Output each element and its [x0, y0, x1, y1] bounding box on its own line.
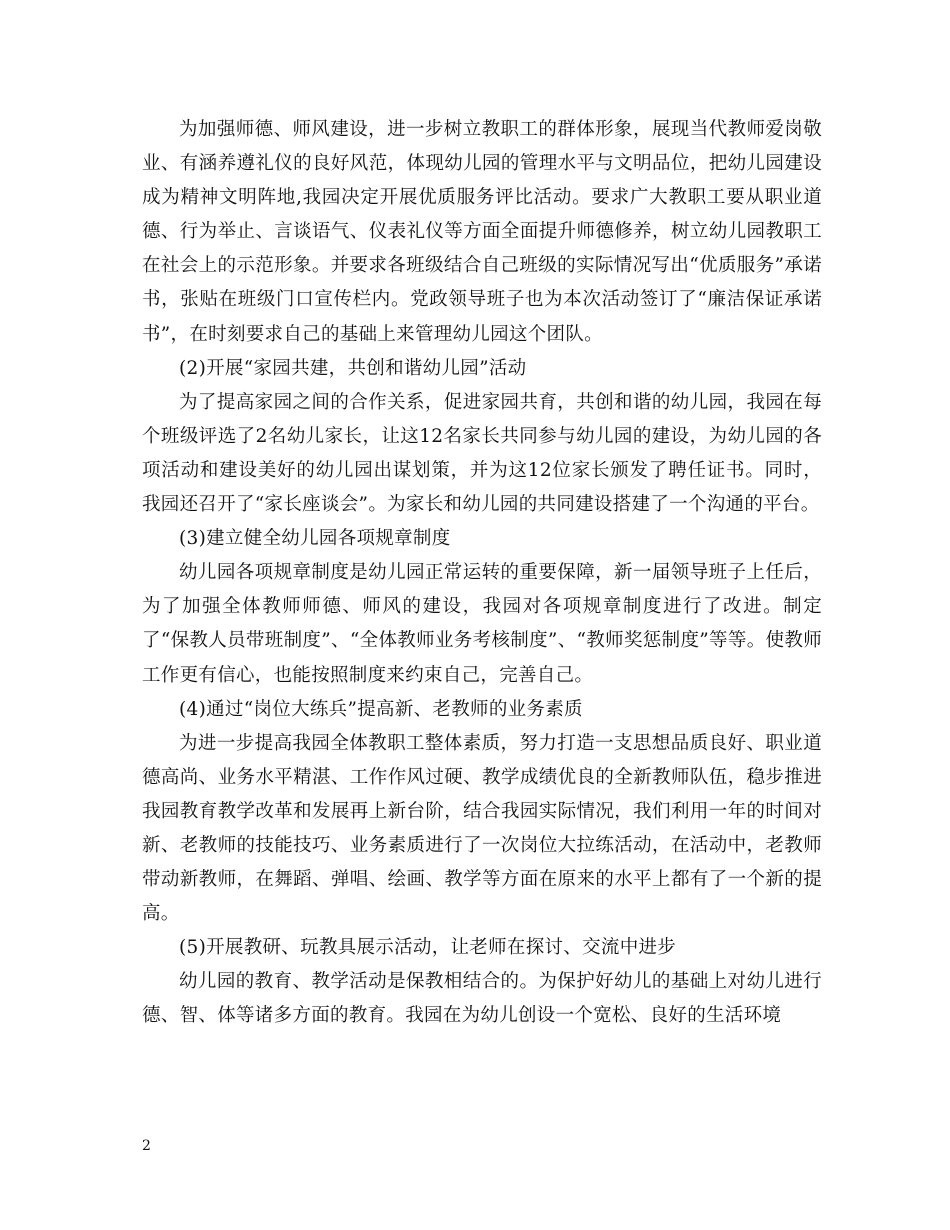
paragraph-teaching: 幼儿园的教育、教学活动是保教相结合的。为保护好幼儿的基础上对幼儿进行德、智、体等诸多方面的教育。我园在为幼儿创设一个宽松、良好的生活环境 [142, 971, 822, 1027]
section-heading-5: (5)开展教研、玩教具展示活动，让老师在探讨、交流中进步 [179, 937, 677, 959]
document-body [142, 113, 822, 1034]
paragraph-regulations: 幼儿园各项规章制度是幼儿园正常运转的重要保障，新一届领导班子上任后，为了加强全体教师师德、师风的建设，我园对各项规章制度进行了改进。制定了“保教人员带班制度”、“全体教师业务考核制度”、“教师奖惩制度”等等。使教师工作更有信心，也能按照制度来约束自己，完善自己。 [142, 562, 822, 686]
paragraph-training: 为进一步提高我园全体教职工整体素质，努力打造一支思想品质良好、职业道德高尚、业务水平精湛、工作作风过硬、教学成绩优良的全新教师队伍，稳步推进我园教育教学改革和发展再上新台阶，结合我园实际情况，我们利用一年的时间对新、老教师的技能技巧、业务素质进行了一次岗位大拉练活动，在活动中，老教师带动新教师，在舞蹈、弹唱、绘画、教学等方面在原来的水平上都有了一个新的提高。 [142, 732, 822, 925]
paragraph-intro: 为加强师德、师风建设，进一步树立教职工的群体形象，展现当代教师爱岗敬业、有涵养遵礼仪的良好风范，体现幼儿园的管理水平与文明品位，把幼儿园建设成为精神文明阵地,我园决定开展优质服务评比活动。要求广大教职工要从职业道德、行为举止、言谈语气、仪表礼仪等方面全面提升师德修养，树立幼儿园教职工在社会上的示范形象。并要求各班级结合自己班级的实际情况写出“优质服务”承诺书，张贴在班级门口宣传栏内。党政领导班子也为本次活动签订了“廉洁保证承诺书”，在时刻要求自己的基础上来管理幼儿园这个团队。 [142, 119, 822, 345]
section-heading-2: (2)开展“家园共建，共创和谐幼儿园”活动 [179, 357, 527, 379]
section-heading-3: (3)建立健全幼儿园各项规章制度 [179, 528, 451, 550]
page-number: 2 [142, 1138, 151, 1154]
paragraph-home-school: 为了提高家园之间的合作关系，促进家园共育，共创和谐的幼儿园，我园在每个班级评选了2名幼儿家长，让这12名家长共同参与幼儿园的建设，为幼儿园的各项活动和建设美好的幼儿园出谋划策，并为这12位家长颁发了聘任证书。同时，我园还召开了“家长座谈会”。为家长和幼儿园的共同建设搭建了一个沟通的平台。 [142, 391, 822, 516]
section-heading-4: (4)通过“岗位大练兵”提高新、老教师的业务素质 [179, 698, 583, 720]
